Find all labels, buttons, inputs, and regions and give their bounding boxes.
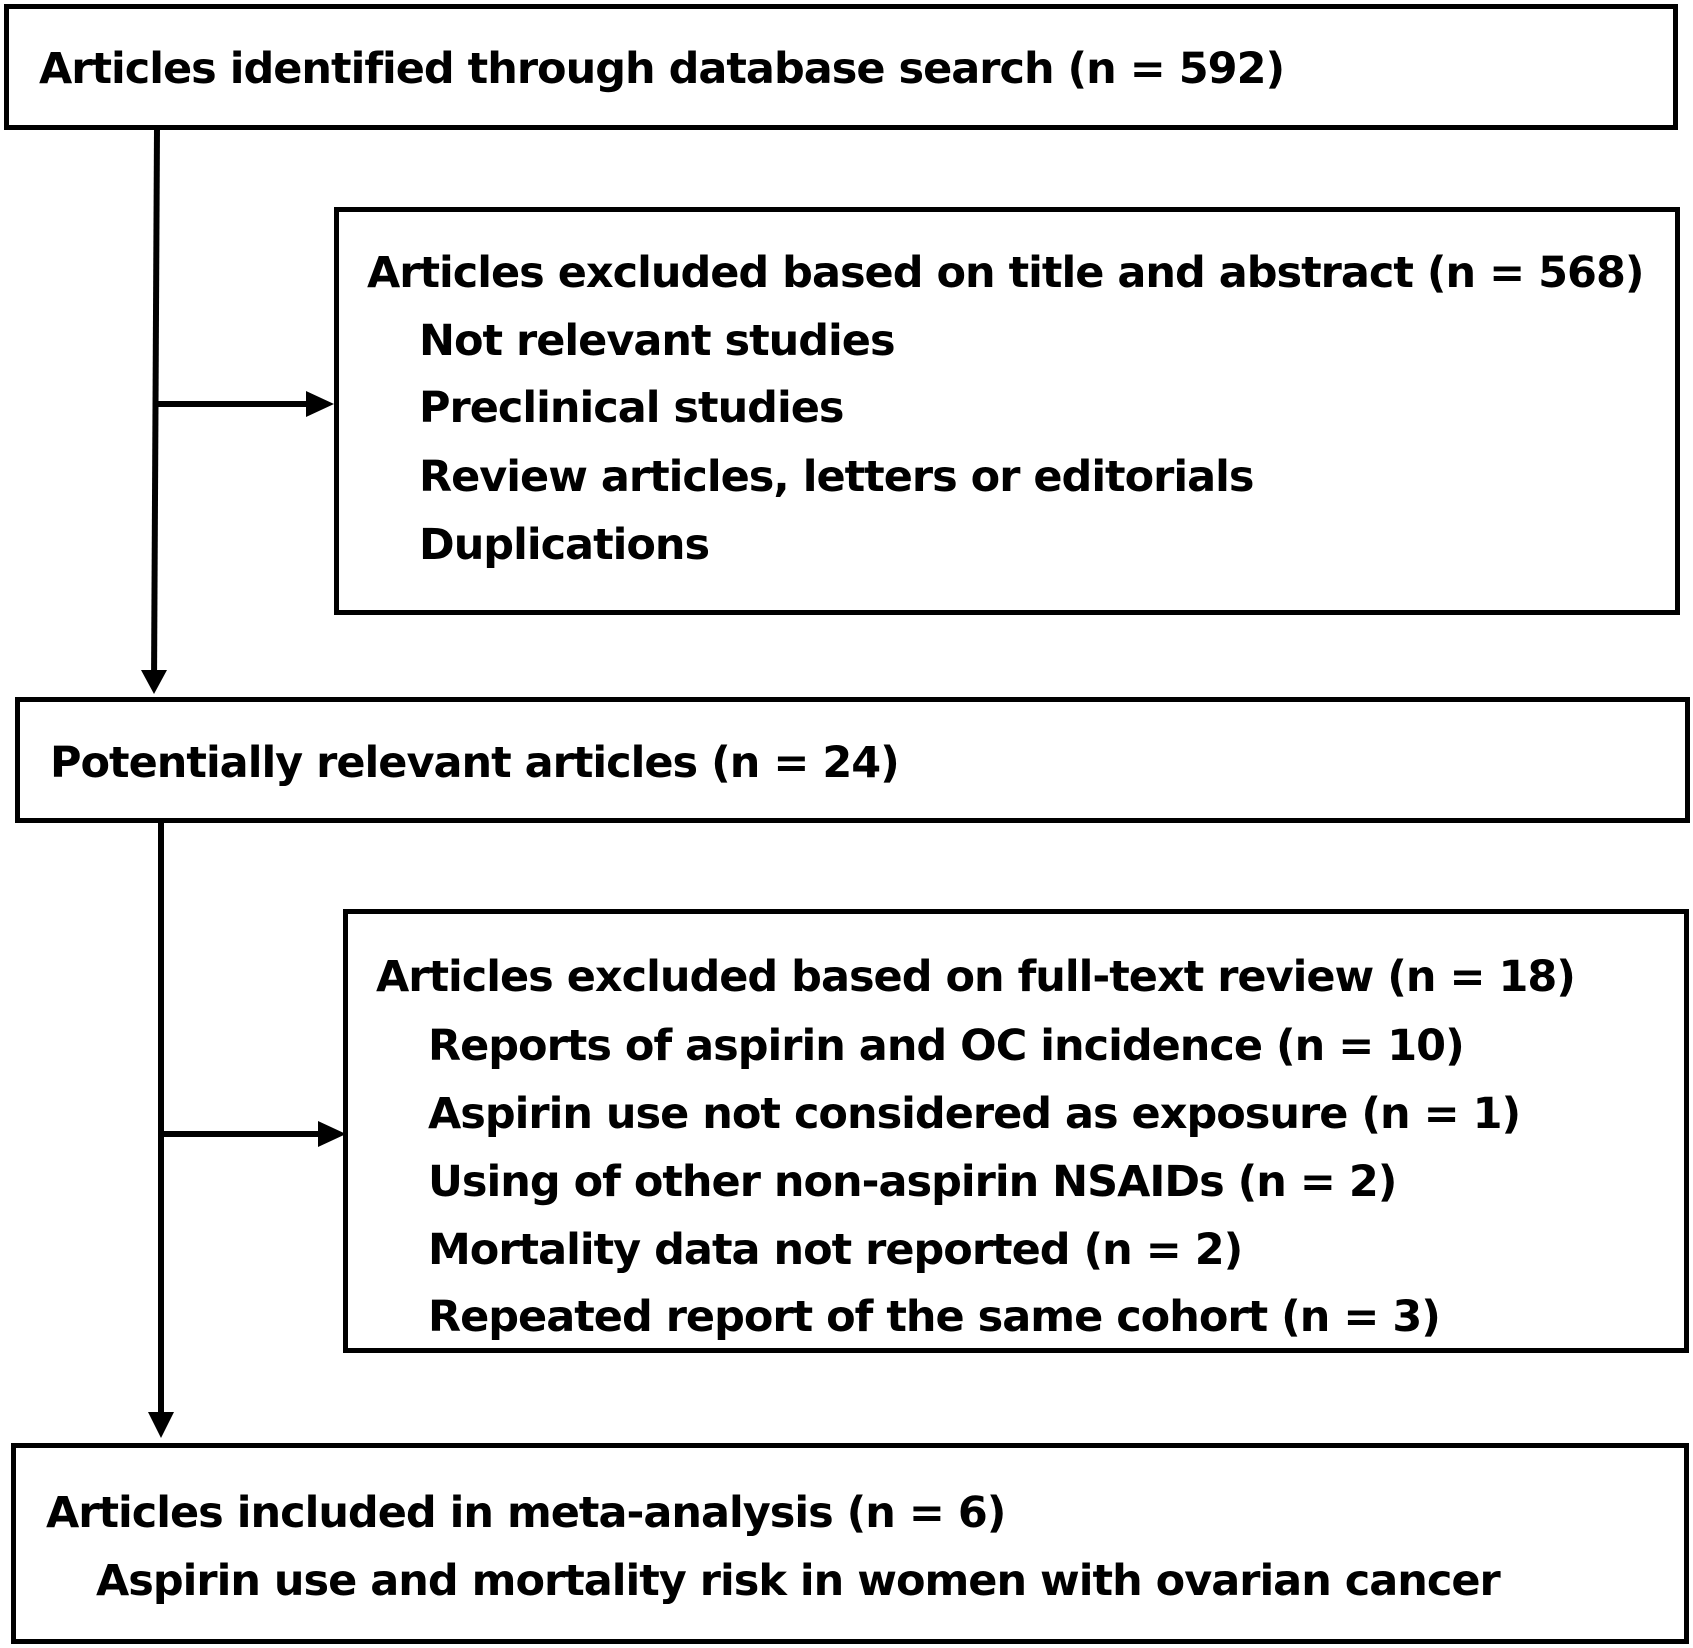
excluded-title-item: Not relevant studies	[419, 316, 895, 366]
arrowhead-right-2	[318, 1121, 346, 1147]
excluded-title-box	[334, 207, 1680, 615]
included-subtitle: Aspirin use and mortality risk in women with ovarian cancer	[96, 1556, 1500, 1606]
potentially-relevant-label: Potentially relevant articles (n = 24)	[50, 738, 899, 788]
arrow-to-potentially-relevant	[154, 128, 157, 684]
arrowhead-down-1	[141, 670, 167, 694]
identified-box	[4, 4, 1678, 130]
excluded-title-heading: Articles excluded based on title and abstract (n = 568)	[367, 248, 1644, 298]
potentially-relevant-box	[15, 697, 1690, 823]
arrowhead-right-1	[306, 391, 334, 417]
included-box	[11, 1443, 1689, 1644]
excluded-title-item: Preclinical studies	[419, 383, 844, 433]
excluded-title-item: Duplications	[419, 520, 710, 570]
excluded-fulltext-item: Using of other non-aspirin NSAIDs (n = 2)	[428, 1157, 1397, 1207]
arrowhead-down-2	[148, 1412, 174, 1438]
excluded-fulltext-item: Repeated report of the same cohort (n = 3)	[428, 1292, 1440, 1342]
excluded-fulltext-box	[343, 909, 1689, 1353]
included-heading: Articles included in meta-analysis (n = 6)	[46, 1488, 1006, 1538]
identified-label: Articles identified through database search (n = 592)	[39, 44, 1285, 94]
excluded-fulltext-item: Aspirin use not considered as exposure (n = 1)	[428, 1089, 1521, 1139]
excluded-fulltext-item: Reports of aspirin and OC incidence (n = 10)	[428, 1021, 1464, 1071]
excluded-title-item: Review articles, letters or editorials	[419, 452, 1254, 502]
excluded-fulltext-item: Mortality data not reported (n = 2)	[428, 1225, 1243, 1275]
excluded-fulltext-heading: Articles excluded based on full-text review (n = 18)	[376, 952, 1575, 1002]
